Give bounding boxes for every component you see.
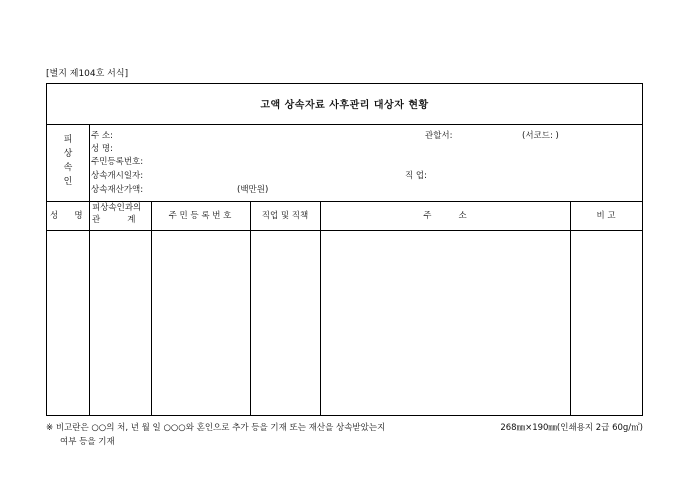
column-divider-1 bbox=[89, 124, 90, 415]
name-label: 성 명: bbox=[91, 144, 113, 154]
header-relation: 피상속인과의 관 계 bbox=[92, 203, 142, 225]
column-divider-3 bbox=[250, 201, 251, 415]
deceased-section-label: 피 상 속 인 bbox=[63, 135, 73, 187]
column-divider-4 bbox=[320, 201, 321, 415]
address-label: 주 소: bbox=[91, 131, 113, 141]
column-divider-5 bbox=[570, 201, 571, 415]
form-number: [별지 제104호 서식] bbox=[46, 69, 129, 79]
form-title: 고액 상속자료 사후관리 대상자 현황 bbox=[260, 100, 429, 111]
header-address: 주 소 bbox=[423, 211, 467, 221]
occupation-label: 직 업: bbox=[405, 171, 427, 181]
footer-note-line1: ※ 비고란은 ○○의 처, 년 월 일 ○○○와 혼인으로 추가 등을 기재 또는 재산을 상속받았는지 bbox=[46, 423, 386, 433]
header-name: 성 명 bbox=[50, 211, 83, 221]
header-rrn: 주 민 등 록 번 호 bbox=[168, 211, 232, 221]
office-code-label: (서코드: ) bbox=[522, 131, 559, 141]
title-divider bbox=[47, 124, 642, 125]
property-value-label: 상속재산가액: bbox=[91, 185, 144, 195]
rrn-label: 주민등록번호: bbox=[91, 157, 144, 167]
start-date-label: 상속개시일자: bbox=[91, 171, 144, 181]
property-unit: (백만원) bbox=[237, 185, 269, 195]
column-divider-2 bbox=[151, 201, 152, 415]
table-header-divider bbox=[47, 230, 642, 231]
paper-size-note: 268㎜×190㎜(인쇄용지 2급 60g/㎡) bbox=[500, 423, 643, 433]
header-remarks: 비 고 bbox=[596, 211, 616, 221]
office-label: 관할서: bbox=[425, 131, 453, 141]
footer-note-line2: 여부 등을 기재 bbox=[60, 437, 115, 447]
header-job: 직업 및 직책 bbox=[261, 211, 309, 221]
